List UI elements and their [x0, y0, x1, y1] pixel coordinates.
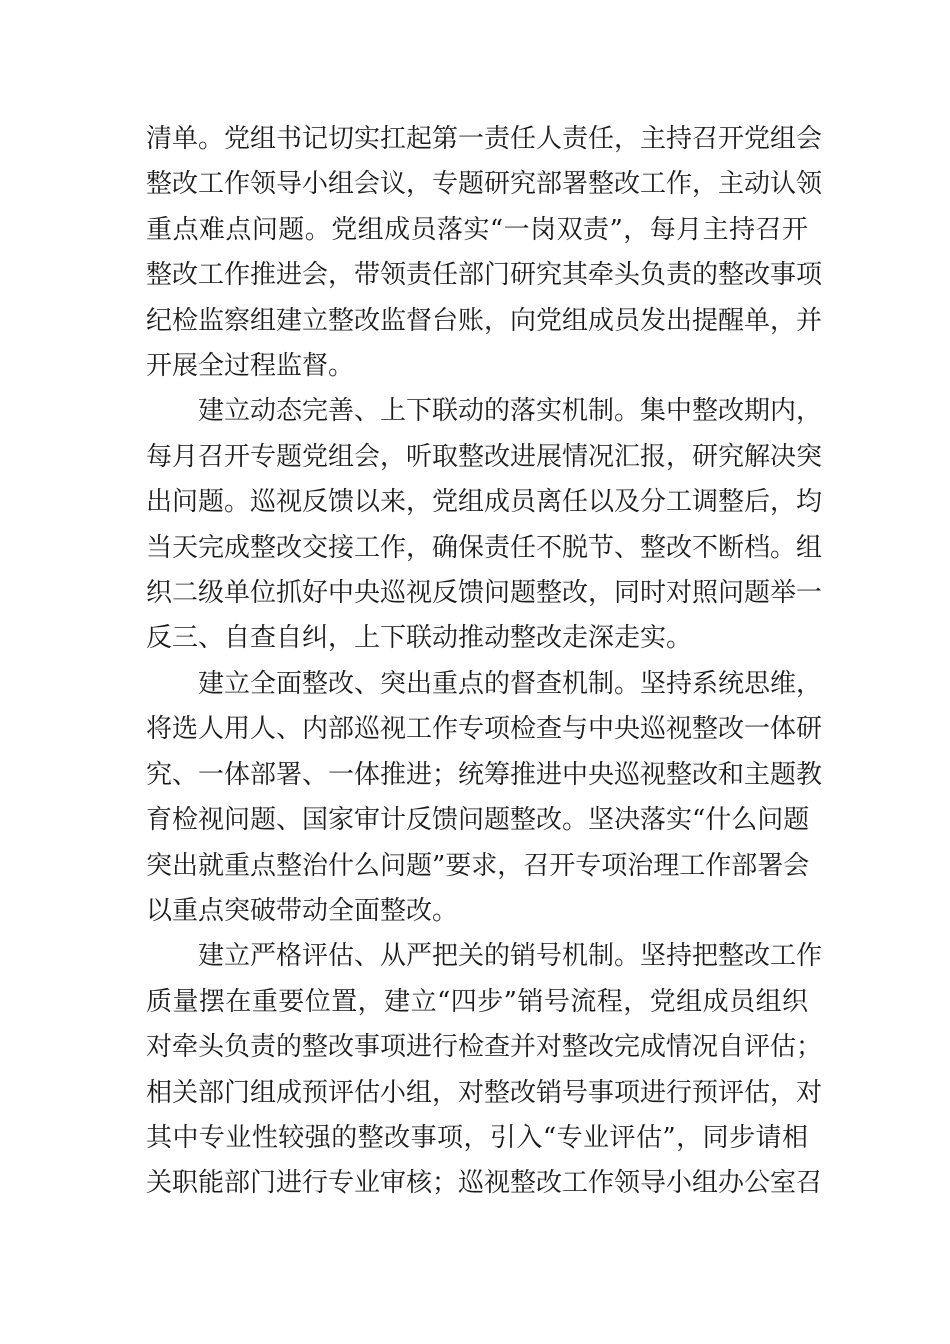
text-line: 以重点突破带动全面整改。 [146, 895, 459, 926]
paragraph-2 [146, 389, 823, 661]
text-line: 当天完成整改交接工作，确保责任不脱节、整改不断档。组 [146, 532, 823, 563]
text-line: 育检视问题、国家审计反馈问题整改。坚决落实“什么问题 [146, 805, 810, 836]
text-line: 开展全过程监督。 [146, 351, 355, 382]
text-line: 突出就重点整治什么问题”要求，召开专项治理工作部署会 [146, 850, 810, 881]
text-line: 将选人用人、内部巡视工作专项检查与中央巡视整改一体研 [146, 714, 823, 745]
text-line: 清单。党组书记切实扛起第一责任人责任，主持召开党组会 [146, 124, 823, 154]
text-line: 织二级单位抓好中央巡视反馈问题整改，同时对照问题举一 [146, 578, 823, 609]
text-line: 质量摆在重要位置，建立“四步”销号流程，党组成员组织 [146, 986, 808, 1017]
text-line: 纪检监察组建立整改监督台账，向党组成员发出提醒单，并 [146, 305, 823, 336]
text-line: 究、一体部署、一体推进；统筹推进中央巡视整改和主题教 [146, 759, 823, 790]
text-line: 出问题。巡视反馈以来，党组成员离任以及分工调整后，均 [146, 487, 823, 518]
text-line: 每月召开专题党组会，听取整改进展情况汇报，研究解决突 [146, 441, 823, 472]
paragraph-3 [146, 662, 823, 934]
paragraph-4 [146, 934, 823, 1206]
text-line: 建立动态完善、上下联动的落实机制。集中整改期内， [198, 396, 823, 427]
text-line: 关职能部门进行专业审核；巡视整改工作领导小组办公室召 [146, 1168, 823, 1199]
paragraph-1 [146, 117, 823, 389]
text-line: 对牵头负责的整改事项进行检查并对整改完成情况自评估； [146, 1032, 823, 1063]
text-line: 整改工作领导小组会议，专题研究部署整改工作，主动认领 [146, 169, 823, 200]
text-line: 反三、自查自纠，上下联动推动整改走深走实。 [146, 623, 693, 654]
document-body [146, 117, 823, 1207]
text-line: 重点难点问题。党组成员落实“一岗双责”，每月主持召开 [146, 214, 808, 245]
text-line: 相关部门组成预评估小组，对整改销号事项进行预评估，对 [146, 1077, 823, 1108]
text-line: 建立严格评估、从严把关的销号机制。坚持把整改工作 [198, 941, 823, 972]
text-line: 其中专业性较强的整改事项，引入“专业评估”，同步请相 [146, 1122, 808, 1153]
text-line: 建立全面整改、突出重点的督查机制。坚持系统思维， [198, 668, 823, 699]
text-line: 整改工作推进会，带领责任部门研究其牵头负责的整改事项 [146, 260, 823, 291]
